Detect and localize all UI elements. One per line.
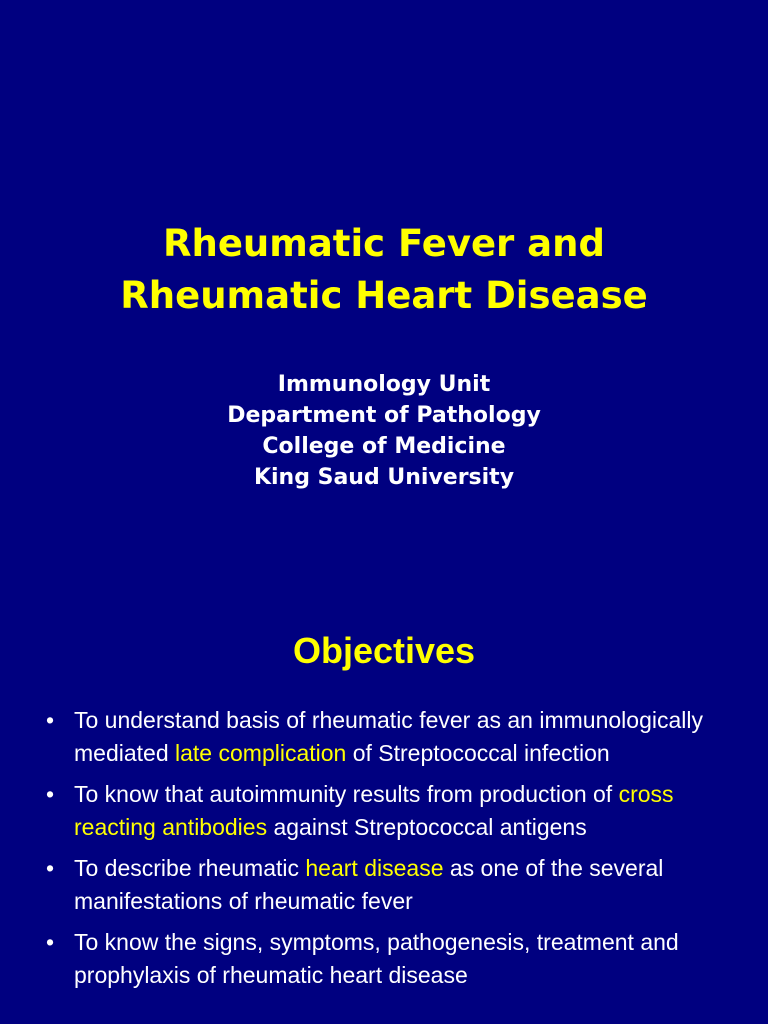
subtitle-unit: Immunology Unit xyxy=(277,372,491,397)
subtitle-department: Department of Pathology xyxy=(227,403,541,428)
objective-text: To know that autoimmunity results from production of xyxy=(74,781,619,807)
objective-text-end: of Streptococcal infection xyxy=(346,740,610,766)
objective-text: To describe rheumatic xyxy=(74,855,306,881)
bullet-icon: • xyxy=(46,707,55,733)
slide-subtitle xyxy=(0,369,768,493)
bullet-icon: • xyxy=(46,855,55,881)
objective-item xyxy=(0,778,768,844)
bullet-icon: • xyxy=(46,781,55,807)
bullet-icon: • xyxy=(46,929,55,955)
title-line-1: Rheumatic Fever and xyxy=(163,222,605,265)
subtitle-university: King Saud University xyxy=(253,465,515,490)
objective-highlight: late complication xyxy=(175,740,347,766)
objective-item xyxy=(0,926,768,992)
objective-item xyxy=(0,704,768,770)
objective-highlight: cross reacting antibodies xyxy=(74,781,674,840)
objective-text: To understand basis of rheumatic fever as an immunologically mediated xyxy=(74,707,703,766)
objectives-heading: Objectives xyxy=(292,630,476,671)
objectives-slide xyxy=(0,576,768,1024)
objective-text-end: as one of the several manifestations of rheumatic fever xyxy=(74,855,664,914)
objective-text: To know the signs, symptoms, pathogenesis, treatment and prophylaxis of rheumatic heart disease xyxy=(74,929,679,988)
subtitle-college: College of Medicine xyxy=(262,434,506,459)
objective-highlight: heart disease xyxy=(305,855,444,881)
objective-item xyxy=(0,852,768,918)
objective-text-end: against Streptococcal antigens xyxy=(267,814,587,840)
objectives-list xyxy=(0,704,768,1000)
slide-title xyxy=(0,218,768,322)
title-line-2: Rheumatic Heart Disease xyxy=(120,274,648,317)
